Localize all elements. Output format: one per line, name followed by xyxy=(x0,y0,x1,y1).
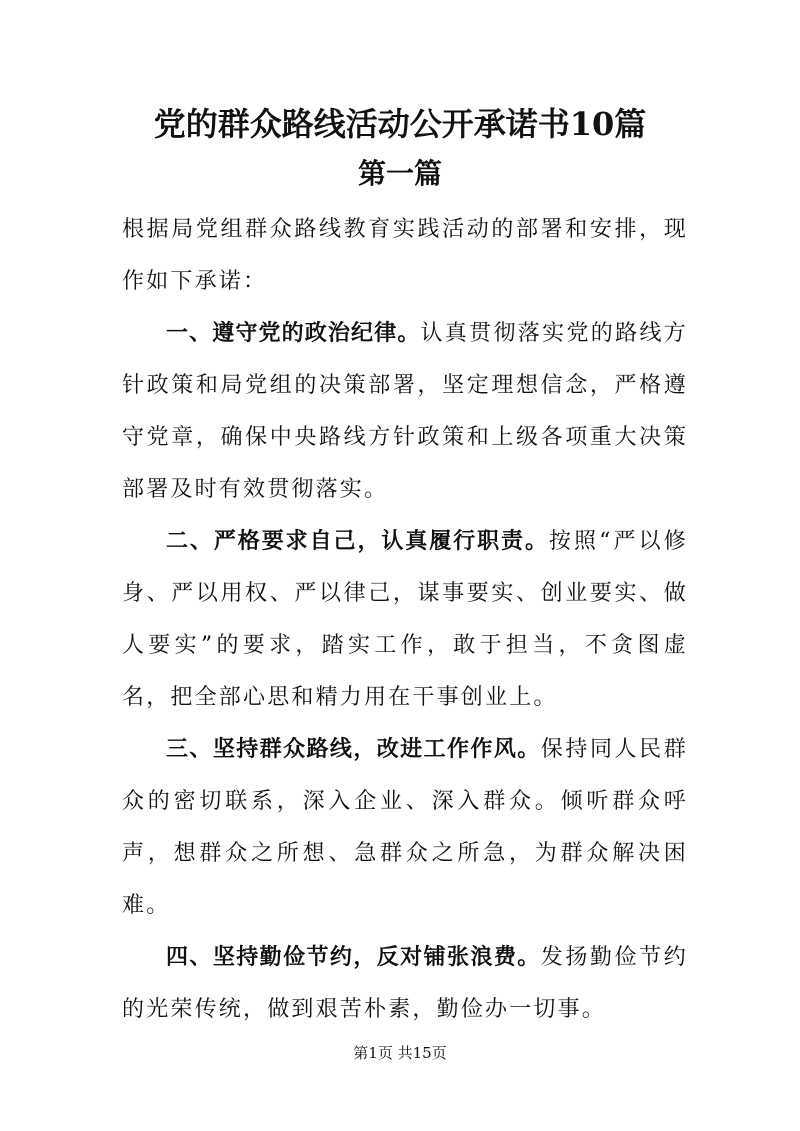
commitment-heading: 四、坚持勤俭节约，反对铺张浪费。 xyxy=(166,945,541,970)
intro-paragraph: 根据局党组群众路线教育实践活动的部署和安排，现作如下承诺： xyxy=(122,217,688,294)
commitment-heading: 三、坚持群众路线，改进工作作风。 xyxy=(166,737,541,762)
commitment-paragraph-2 xyxy=(122,516,688,724)
commitment-text: 保持同人民群众的密切联系，深入企业、深入群众。倾听群众呼声，想群众之所想、急群众之所急，为群众解决困难。 xyxy=(122,737,688,918)
document-body xyxy=(122,204,688,1036)
commitment-text: 认真贯彻落实党的路线方针政策和局党组的决策部署，坚定理想信念，严格遵守党章，确保中央路线方针政策和上级各项重大决策部署及时有效贯彻落实。 xyxy=(122,321,688,502)
page-footer: 第1页 共15页 xyxy=(353,1044,447,1062)
commitment-paragraph-3 xyxy=(122,724,688,932)
section-heading: 第一篇 xyxy=(357,157,442,190)
commitment-text: 按照“严以修身、严以用权、严以律己，谋事要实、创业要实、做人要实”的要求，踏实工作，敢于担当，不贪图虚名，把全部心思和精力用在干事创业上。 xyxy=(122,529,688,710)
commitment-paragraph-4 xyxy=(122,932,688,1036)
commitment-text: 发扬勤俭节约的光荣传统，做到艰苦朴素，勤俭办一切事。 xyxy=(122,945,688,1022)
commitment-heading: 一、遵守党的政治纪律。 xyxy=(166,321,421,346)
commitment-paragraph-1 xyxy=(122,308,688,516)
commitment-heading: 二、严格要求自己，认真履行职责。 xyxy=(166,529,549,554)
document-title: 党的群众路线活动公开承诺书10篇 xyxy=(153,105,647,143)
